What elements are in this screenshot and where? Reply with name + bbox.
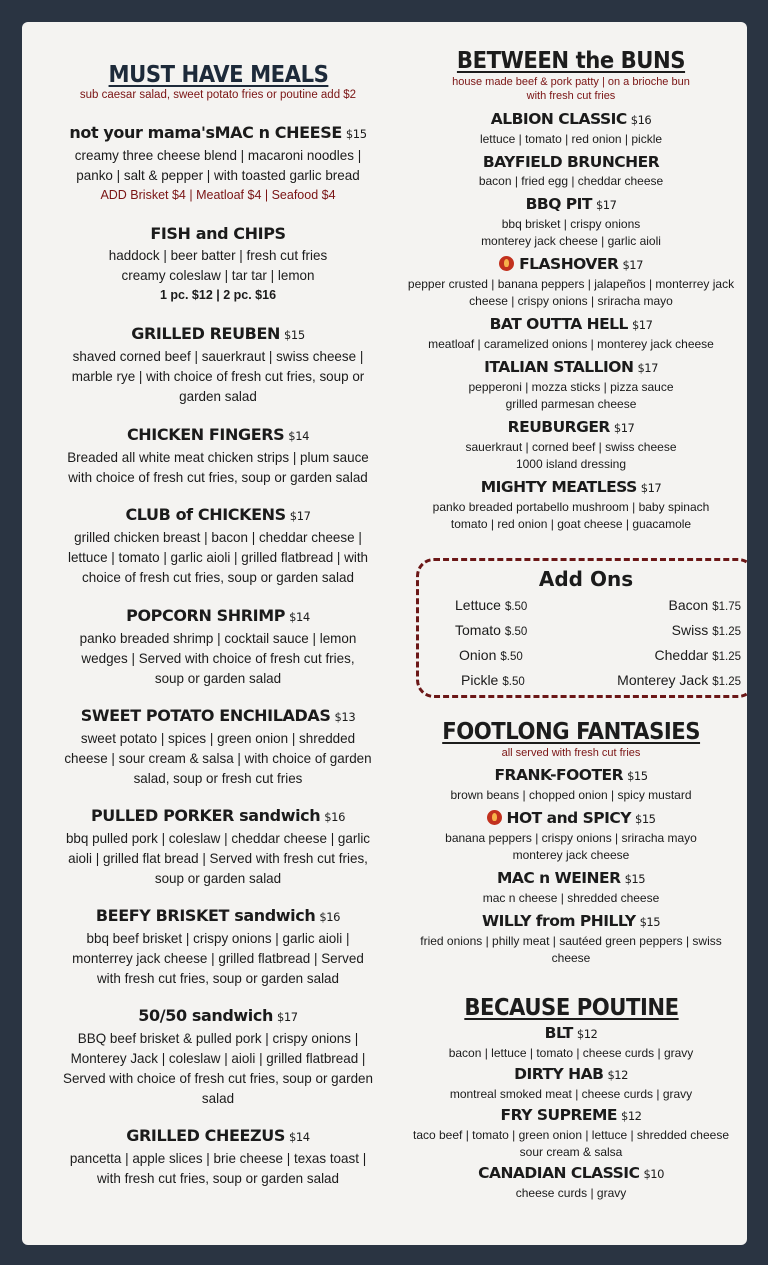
addon-item	[672, 622, 741, 638]
item-title: GRILLED CHEEZUS	[126, 1126, 285, 1145]
item-title: ALBION CLASSIC	[490, 110, 627, 128]
item-title: REUBURGER	[507, 418, 610, 436]
menu-item	[396, 254, 746, 310]
menu-item	[396, 808, 746, 864]
item-price: $14	[288, 429, 310, 443]
item-description: sweet potato | spices | green onion | shredded	[80, 730, 356, 746]
item-price: $16	[630, 113, 652, 127]
item-description: meatloaf | caramelized onions | monterey jack cheese	[428, 337, 714, 351]
item-name	[28, 805, 408, 828]
must-have-subtitle: sub caesar salad, sweet potato fries or poutine add $2	[79, 89, 357, 101]
item-name	[396, 868, 746, 890]
item-title: GRILLED REUBEN	[131, 324, 280, 343]
item-description: panko breaded shrimp | cocktail sauce | lemon	[79, 630, 357, 646]
addon-name: Tomato	[455, 622, 501, 638]
item-description: fried onions | philly meat | sautéed green peppers | swiss	[420, 934, 722, 948]
poutine-title: BECAUSE POUTINE	[463, 995, 679, 1021]
menu-item	[28, 424, 408, 487]
item-name	[396, 314, 746, 336]
item-description: wedges | Served with choice of fresh cut fries,	[81, 650, 355, 666]
item-price: $12	[576, 1027, 598, 1041]
item-price: $17	[631, 318, 653, 332]
item-title: BEEFY BRISKET sandwich	[95, 906, 316, 925]
item-name	[28, 705, 408, 728]
item-title: HOT and SPICY	[506, 809, 632, 827]
item-name	[396, 417, 746, 439]
item-description: cheese	[551, 951, 591, 965]
item-description: tomato | red onion | goat cheese | guacamole	[450, 517, 692, 531]
item-description: haddock | beer batter | fresh cut fries	[108, 247, 328, 263]
addon-item	[617, 672, 741, 688]
item-title: CANADIAN CLASSIC	[478, 1164, 640, 1182]
item-description: pepper crusted | banana peppers | jalapeños | monterrey jack	[407, 277, 735, 291]
item-title: CLUB of CHICKENS	[125, 505, 286, 524]
item-description: sour cream & salsa	[519, 1145, 623, 1159]
item-price: $16	[319, 910, 341, 924]
item-price: $16	[324, 810, 345, 824]
menu-item	[396, 765, 746, 804]
item-description: monterey jack cheese | garlic aioli	[481, 234, 661, 248]
addon-price: $.50	[500, 651, 523, 663]
item-title: BAYFIELD BRUNCHER	[482, 153, 660, 171]
item-name	[396, 1023, 746, 1045]
menu-item	[28, 805, 408, 888]
item-description: lettuce | tomato | red onion | pickle	[479, 132, 663, 146]
item-price-options: 1 pc. $12 | 2 pc. $16	[159, 288, 277, 302]
item-description: with fresh cut fries, soup or garden salad	[96, 970, 340, 986]
item-price: $13	[334, 710, 356, 724]
item-title: PULLED PORKER sandwich	[90, 806, 321, 825]
menu-item	[396, 109, 746, 148]
item-title: 50/50 sandwich	[138, 1006, 273, 1025]
item-description: salad	[201, 1090, 235, 1106]
poutine-list	[396, 1023, 746, 1202]
item-description: bacon | fried egg | cheddar cheese	[478, 174, 664, 188]
footlong-subtitle: all served with fresh cut fries	[501, 747, 641, 759]
item-title: BLT	[544, 1024, 573, 1042]
item-price: $12	[607, 1068, 628, 1082]
addon-name: Swiss	[671, 622, 709, 638]
menu-item	[396, 477, 746, 533]
item-addons-note: ADD Brisket $4 | Meatloaf $4 | Seafood $4	[100, 188, 336, 202]
buns-list	[396, 109, 746, 533]
addon-name: Bacon	[668, 597, 709, 613]
flame-icon	[487, 810, 502, 825]
item-description: montreal smoked meat | cheese curds | gravy	[449, 1087, 693, 1101]
item-title: POPCORN SHRIMP	[126, 606, 286, 625]
addon-price: $.50	[504, 626, 528, 638]
item-description: banana peppers | crispy onions | sriracha mayo	[445, 831, 697, 845]
item-price: $15	[284, 328, 305, 342]
item-description: panko breaded portabello mushroom | baby spinach	[432, 500, 710, 514]
addon-name: Pickle	[461, 672, 499, 688]
item-description: grilled parmesan cheese	[505, 397, 637, 411]
item-description: garden salad	[179, 388, 257, 404]
item-name	[28, 323, 408, 346]
must-have-section	[28, 22, 408, 1188]
menu-item	[28, 905, 408, 988]
addons-title: Add Ons	[538, 567, 634, 591]
menu-item	[396, 357, 746, 413]
item-price: $17	[289, 509, 311, 523]
addon-price: $1.25	[712, 626, 741, 638]
menu-item	[396, 1064, 746, 1103]
buns-subtitle-1: house made beef & pork patty | on a brioche bun	[452, 76, 690, 88]
addon-name: Onion	[459, 647, 497, 663]
item-title: not your mama'sMAC n CHEESE	[69, 123, 342, 142]
item-description: lettuce | tomato | garlic aioli | grilled flatbread | with	[67, 549, 369, 565]
item-price: $10	[643, 1167, 664, 1181]
item-name	[396, 109, 746, 131]
item-description: mac n cheese | shredded cheese	[482, 891, 660, 905]
item-description: sauerkraut | corned beef | swiss cheese	[465, 440, 677, 454]
item-description: shaved corned beef | sauerkraut | swiss cheese |	[72, 348, 364, 364]
addon-price: $.50	[502, 676, 525, 688]
menu-item	[28, 605, 408, 688]
item-price: $12	[621, 1109, 642, 1123]
menu-item	[28, 504, 408, 587]
buns-title: BETWEEN the BUNS	[456, 48, 686, 74]
addons-box	[416, 558, 747, 698]
addon-item	[455, 597, 527, 613]
item-description: creamy three cheese blend | macaroni noodles |	[74, 147, 362, 163]
menu-item	[396, 1163, 746, 1202]
item-name	[28, 122, 408, 145]
item-name	[28, 905, 408, 928]
menu-item	[28, 1125, 408, 1188]
item-price: $17	[640, 481, 662, 495]
item-description: choice of fresh cut fries, soup or garden salad	[82, 569, 354, 585]
item-name	[396, 477, 746, 499]
item-title: CHICKEN FINGERS	[126, 425, 285, 444]
item-price: $15	[624, 872, 646, 886]
menu-item	[396, 911, 746, 967]
menu-item	[28, 323, 408, 406]
item-price: $15	[639, 915, 661, 929]
item-price: $17	[622, 258, 643, 272]
menu-item	[396, 194, 746, 250]
item-description: salad, soup or fresh cut fries	[133, 770, 303, 786]
addon-item	[655, 647, 741, 663]
menu-item	[396, 314, 746, 353]
item-name	[396, 765, 746, 787]
item-description: brown beans | chopped onion | spicy mustard	[450, 788, 692, 802]
menu-item	[28, 1005, 408, 1108]
item-description: taco beef | tomato | green onion | lettuce | shredded cheese	[412, 1128, 729, 1142]
item-description: cheese | crispy onions | sriracha mayo	[469, 294, 673, 308]
addon-item	[455, 622, 527, 638]
item-name	[396, 254, 746, 276]
addon-item	[461, 672, 525, 688]
item-name	[28, 605, 408, 628]
item-price: $17	[595, 198, 617, 212]
item-description: pepperoni | mozza sticks | pizza sauce	[468, 380, 674, 394]
item-title: BBQ PIT	[525, 195, 592, 213]
item-price: $15	[635, 812, 656, 826]
item-price: $17	[637, 361, 658, 375]
item-description: bbq brisket | crispy onions	[501, 217, 641, 231]
item-name	[396, 357, 746, 379]
item-description: monterrey jack cheese | grilled flatbread | Served	[72, 950, 364, 966]
item-title: DIRTY HAB	[514, 1065, 604, 1083]
item-description: bacon | lettuce | tomato | cheese curds | gravy	[448, 1046, 694, 1060]
item-price: $14	[289, 610, 310, 624]
item-description: with choice of fresh cut fries, soup or garden salad	[68, 469, 368, 485]
addon-price: $1.75	[712, 601, 741, 613]
poutine-section	[396, 995, 746, 1202]
menu-item	[396, 868, 746, 907]
menu-item	[396, 417, 746, 473]
item-description: soup or garden salad	[154, 670, 282, 686]
item-description: marble rye | with choice of fresh cut fries, soup or	[71, 368, 365, 384]
menu-item	[28, 223, 408, 305]
item-price: $17	[613, 421, 635, 435]
menu-item	[396, 1023, 746, 1062]
item-description: pancetta | apple slices | brie cheese | texas toast |	[69, 1150, 367, 1166]
item-description: Breaded all white meat chicken strips | plum sauce	[67, 449, 369, 465]
item-name	[28, 1125, 408, 1148]
item-title: ITALIAN STALLION	[484, 358, 634, 376]
item-name	[396, 152, 746, 173]
item-name	[396, 1105, 746, 1127]
footlong-title: FOOTLONG FANTASIES	[442, 719, 700, 745]
item-name	[396, 911, 746, 933]
addon-item	[459, 647, 523, 663]
flame-icon	[499, 256, 514, 271]
item-description: cheese | sour cream & salsa | with choice of garden	[64, 750, 372, 766]
item-title: MAC n WEINER	[496, 869, 621, 887]
addon-name: Lettuce	[455, 597, 501, 613]
item-description: BBQ beef brisket & pulled pork | crispy onions |	[77, 1030, 359, 1046]
item-description: grilled chicken breast | bacon | cheddar cheese |	[74, 529, 362, 545]
addon-name: Monterey Jack	[617, 672, 709, 688]
addon-price: $1.25	[712, 676, 741, 688]
item-name	[396, 1064, 746, 1086]
addon-item	[669, 597, 741, 613]
item-title: MIGHTY MEATLESS	[480, 478, 637, 496]
menu-item	[396, 1105, 746, 1161]
item-name	[28, 223, 408, 245]
item-price: $14	[288, 1130, 310, 1144]
footlong-section	[396, 719, 746, 967]
item-title: WILLY from PHILLY	[481, 912, 636, 930]
item-description: cheese curds | gravy	[515, 1186, 627, 1200]
item-description: bbq pulled pork | coleslaw | cheddar cheese | garlic	[65, 830, 371, 846]
item-price: $17	[276, 1010, 298, 1024]
item-name	[28, 1005, 408, 1028]
item-name	[396, 1163, 746, 1185]
item-description: bbq beef brisket | crispy onions | garlic aioli |	[86, 930, 350, 946]
item-price: $15	[345, 127, 367, 141]
item-description: aioli | grilled flat bread | Served with fresh cut fries,	[68, 850, 368, 866]
item-description: creamy coleslaw | tar tar | lemon	[121, 267, 315, 283]
item-title: FLASHOVER	[519, 255, 619, 273]
item-name	[396, 808, 746, 830]
item-description: panko | salt & pepper | with toasted garlic bread	[76, 167, 360, 183]
addon-price: $.50	[504, 601, 528, 613]
menu-item	[28, 122, 408, 205]
item-title: FISH and CHIPS	[150, 224, 286, 243]
footlong-list	[396, 765, 746, 967]
item-title: FRY SUPREME	[500, 1106, 617, 1124]
item-price: $15	[627, 769, 648, 783]
item-name	[28, 504, 408, 527]
item-description: soup or garden salad	[154, 870, 282, 886]
item-title: SWEET POTATO ENCHILADAS	[80, 706, 331, 725]
item-description: 1000 island dressing	[515, 457, 627, 471]
item-description: monterey jack cheese	[512, 848, 630, 862]
menu-card	[22, 22, 747, 1245]
item-description: Monterey Jack | coleslaw | aioli | grilled flatbread |	[70, 1050, 366, 1066]
item-name	[396, 194, 746, 216]
menu-item	[396, 152, 746, 190]
buns-subtitle-2: with fresh cut fries	[526, 90, 616, 102]
must-have-title: MUST HAVE MEALS	[108, 62, 328, 88]
item-name	[28, 424, 408, 447]
item-title: FRANK-FOOTER	[494, 766, 624, 784]
addon-name: Cheddar	[654, 647, 709, 663]
item-description: Served with choice of fresh cut fries, soup or garden	[62, 1070, 374, 1086]
must-have-list	[28, 122, 408, 1188]
item-description: with fresh cut fries, soup or garden salad	[96, 1170, 340, 1186]
item-title: BAT OUTTA HELL	[489, 315, 628, 333]
addon-price: $1.25	[712, 651, 741, 663]
menu-item	[28, 705, 408, 788]
